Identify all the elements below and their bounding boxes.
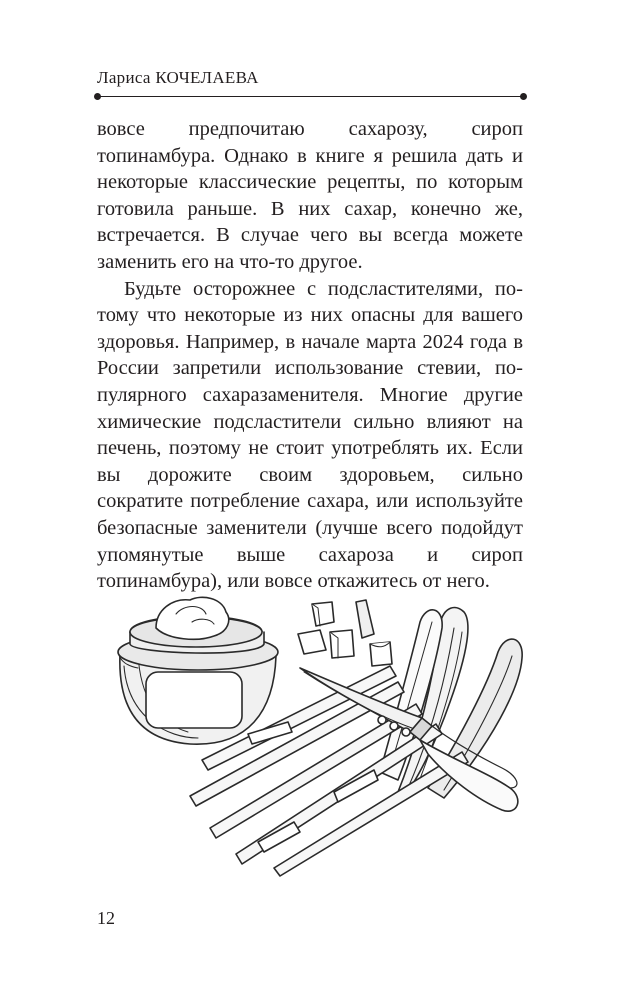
body-text — [97, 116, 523, 595]
running-head-author: Лариса КОЧЕЛАЕВА — [97, 68, 259, 87]
page-number: 12 — [97, 908, 115, 928]
jar-knife-topinambur-illustration-icon — [98, 592, 526, 878]
header-rule-dot-right — [520, 93, 527, 100]
paragraph-sweeteners: Будьте осторожнее с подсластителями, потому что некоторые из них опасны для вашего здоровья. Например, в начале марта 2024 года в России запретили использование стевии, популярного сахаразаменителя. Многие другие химические подсластители сильно влияют на печень, поэтому не стоит употреблять их. Если вы дорожите своим здоровьем, сильно сократите потребление сахара, или используйте безопасные заменители (лучше всего подойдут упомянутые выше сахароза и сироп топинамбура), или вовсе откажитесь от него. — [97, 277, 523, 593]
header-rule-dot-left — [94, 93, 101, 100]
jar-icon — [118, 597, 278, 744]
header-rule — [97, 96, 523, 97]
topinambur-pieces-icon — [298, 600, 392, 666]
paragraph-continuation: вовсе предпочитаю сахарозу, сироп топинамбура. Однако в книге я решила дать и некоторые классические рецепты, по которым готовила раньше. В них сахар, конечно же, встречается. В случае чего вы всегда можете заменить его на что-то другое. — [97, 118, 523, 273]
